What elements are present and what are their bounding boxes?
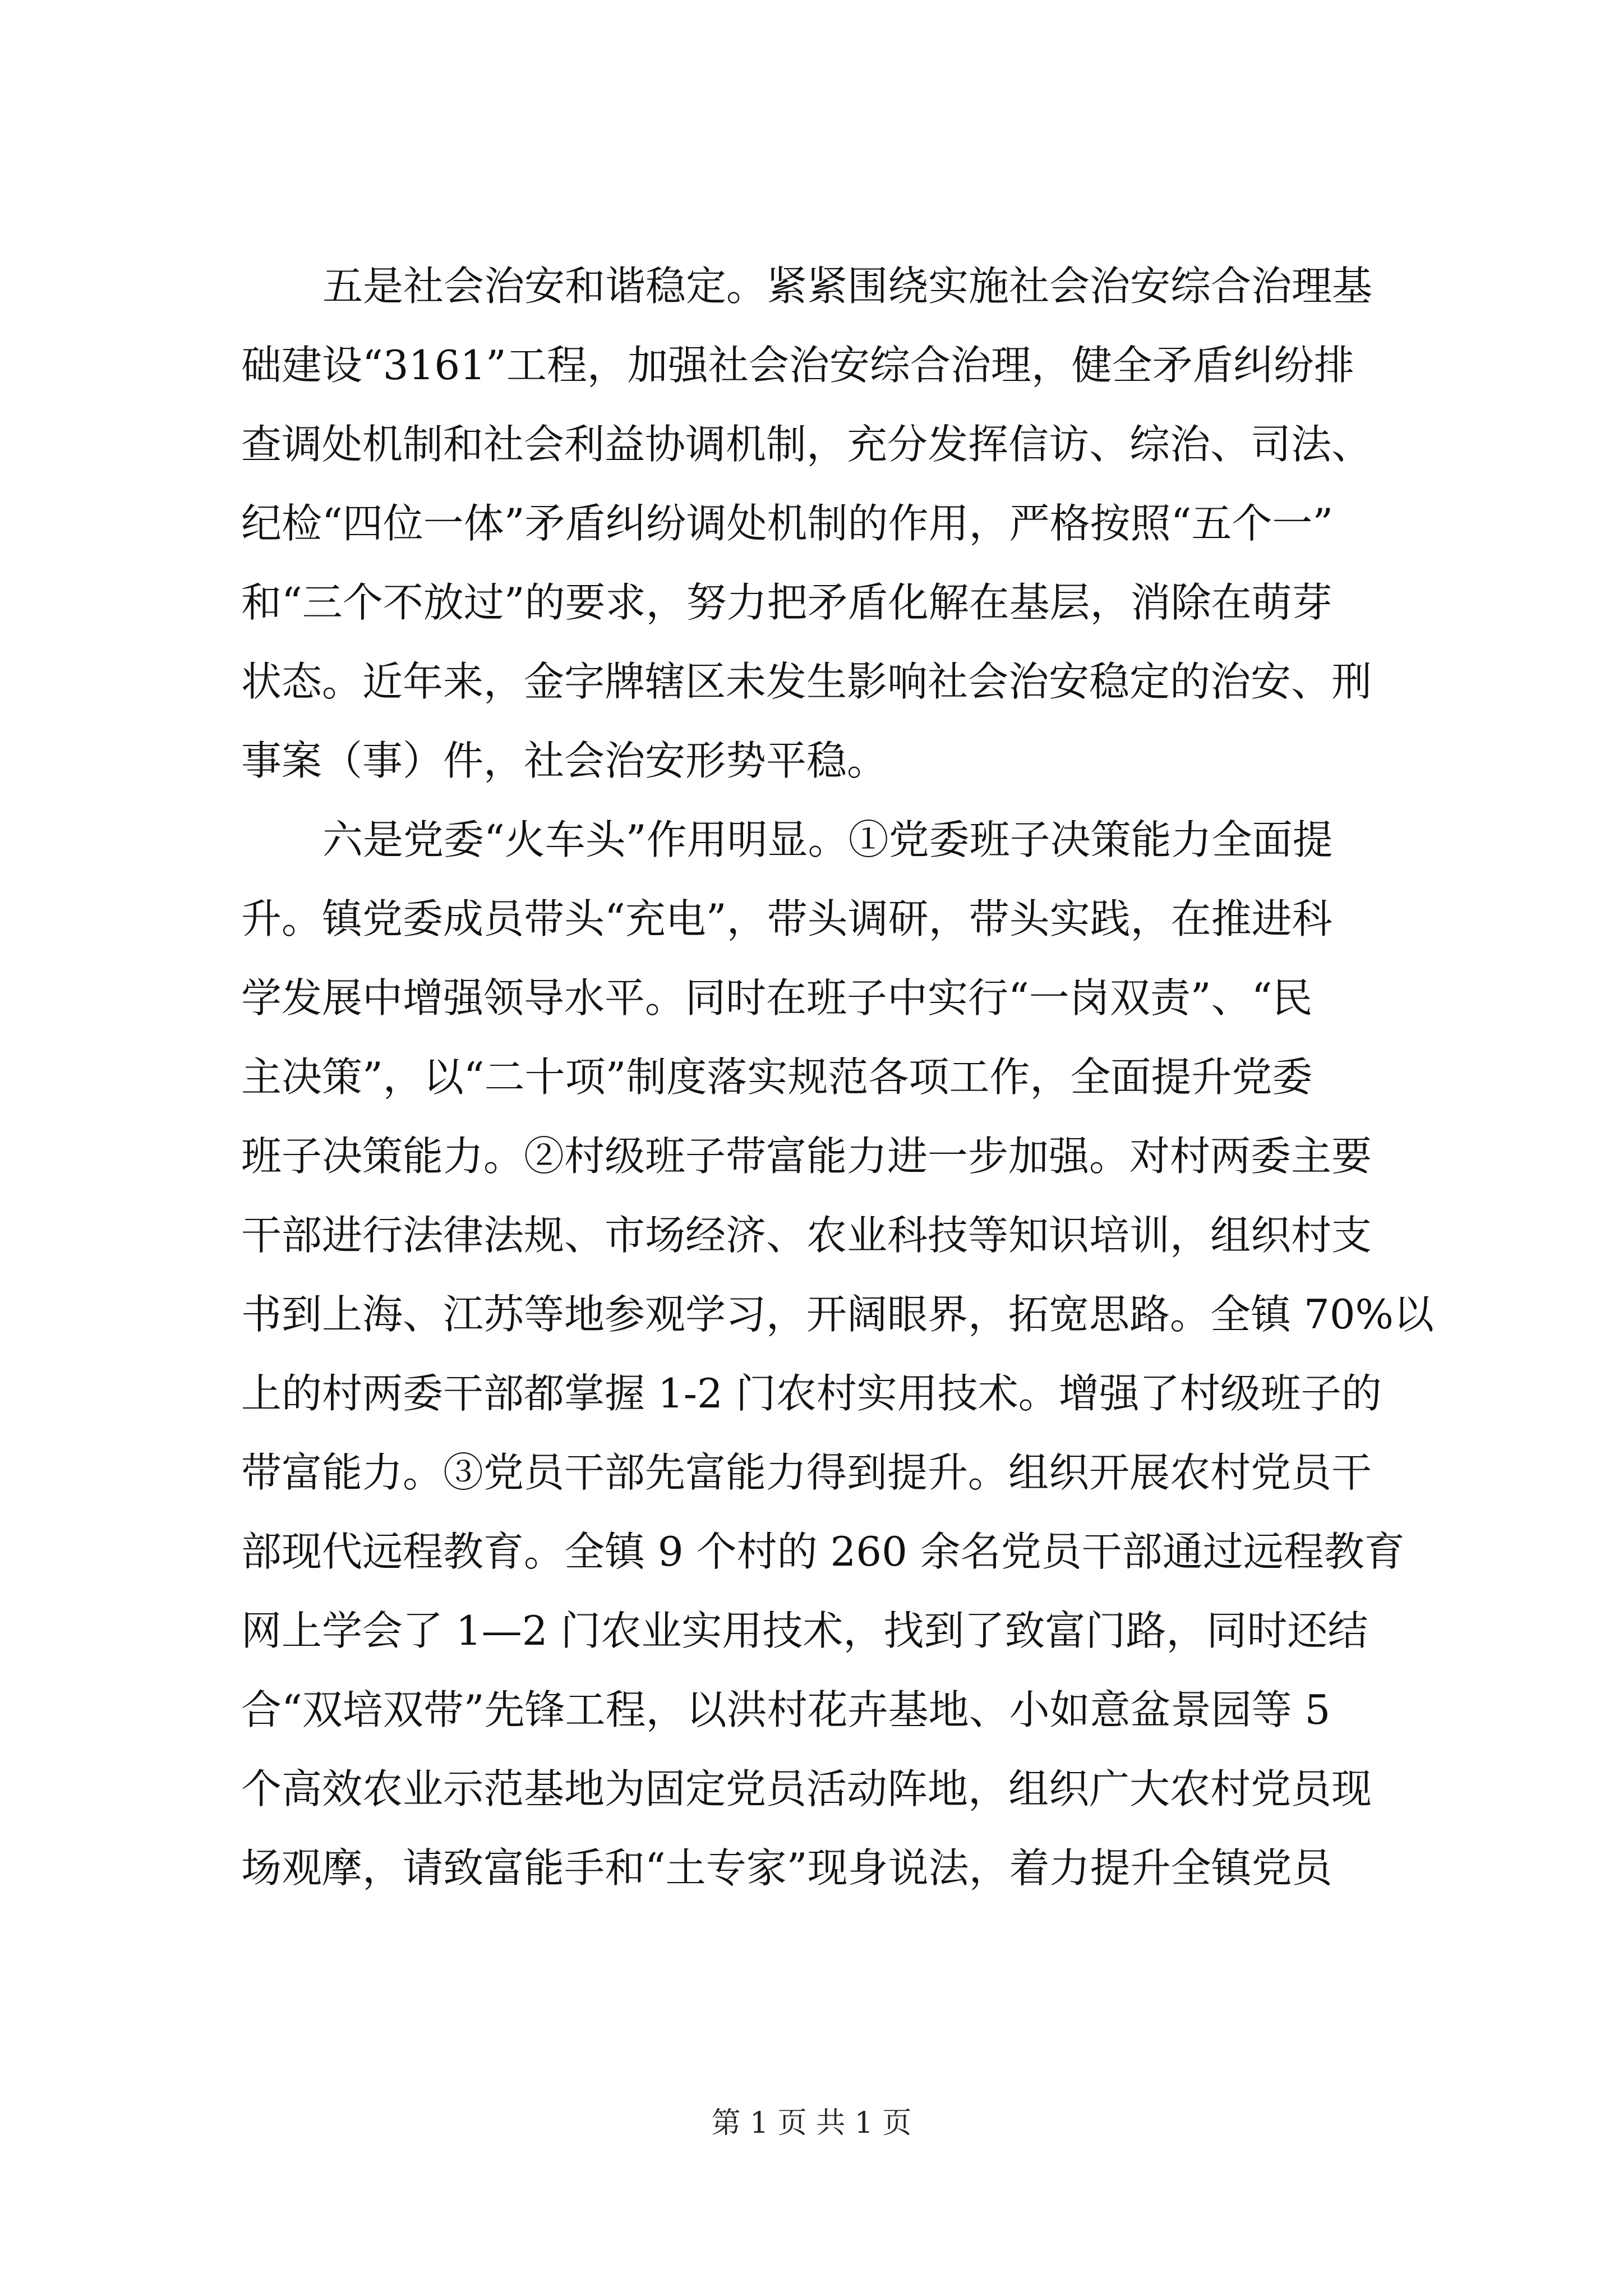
text-line: 场观摩，请致富能手和“土专家”现身说法，着力提升全镇党员 [241, 1844, 1332, 1892]
text-line: 查调处机制和社会利益协调机制，充分发挥信访、综治、司法、 [241, 421, 1372, 468]
text-line: 六是党委“火车头”作用明显。①党委班子决策能力全面提 [322, 816, 1333, 863]
text-line: 五是社会治安和谐稳定。紧紧围绕实施社会治安综合治理基 [322, 263, 1373, 310]
text-line: 状态。近年来，金字牌辖区未发生影响社会治安稳定的治安、刑 [241, 658, 1372, 705]
paragraph-social-security [241, 247, 1447, 800]
text-line: 主决策”，以“二十项”制度落实规范各项工作，全面提升党委 [241, 1053, 1313, 1101]
text-line: 事案（事）件，社会治安形势平稳。 [241, 737, 888, 784]
text-line: 础建设“3161”工程，加强社会治安综合治理，健全矛盾纠纷排 [241, 342, 1354, 389]
page-number-label: 第 1 页 共 1 页 [711, 2106, 912, 2140]
paragraph-party-committee [241, 800, 1447, 1908]
text-line: 部现代远程教育。全镇 9 个村的 260 余名党员干部通过远程教育 [241, 1528, 1405, 1575]
text-line: 和“三个不放过”的要求，努力把矛盾化解在基层，消除在萌芽 [241, 579, 1332, 626]
text-line: 带富能力。③党员干部先富能力得到提升。组织开展农村党员干 [241, 1449, 1372, 1496]
text-line: 学发展中增强领导水平。同时在班子中实行“一岗双责”、“民 [241, 974, 1313, 1022]
document-body [241, 247, 1447, 1908]
text-line: 网上学会了 1—2 门农业实用技术，找到了致富门路，同时还结 [241, 1607, 1368, 1654]
text-line: 干部进行法律法规、市场经济、农业科技等知识培训，组织村支 [241, 1212, 1372, 1259]
text-line: 书到上海、江苏等地参观学习，开阔眼界，拓宽思路。全镇 70%以 [241, 1291, 1434, 1338]
text-line: 上的村两委干部都掌握 1-2 门农村实用技术。增强了村级班子的 [241, 1370, 1382, 1417]
text-line: 升。镇党委成员带头“充电”，带头调研，带头实践，在推进科 [241, 895, 1332, 942]
text-line: 班子决策能力。②村级班子带富能力进一步加强。对村两委主要 [241, 1133, 1372, 1180]
page-footer [0, 2104, 1623, 2143]
text-line: 个高效农业示范基地为固定党员活动阵地，组织广大农村党员现 [241, 1765, 1372, 1812]
text-line: 合“双培双带”先锋工程，以洪村花卉基地、小如意盆景园等 5 [241, 1686, 1331, 1733]
text-line: 纪检“四位一体”矛盾纠纷调处机制的作用，严格按照“五个一” [241, 500, 1334, 547]
